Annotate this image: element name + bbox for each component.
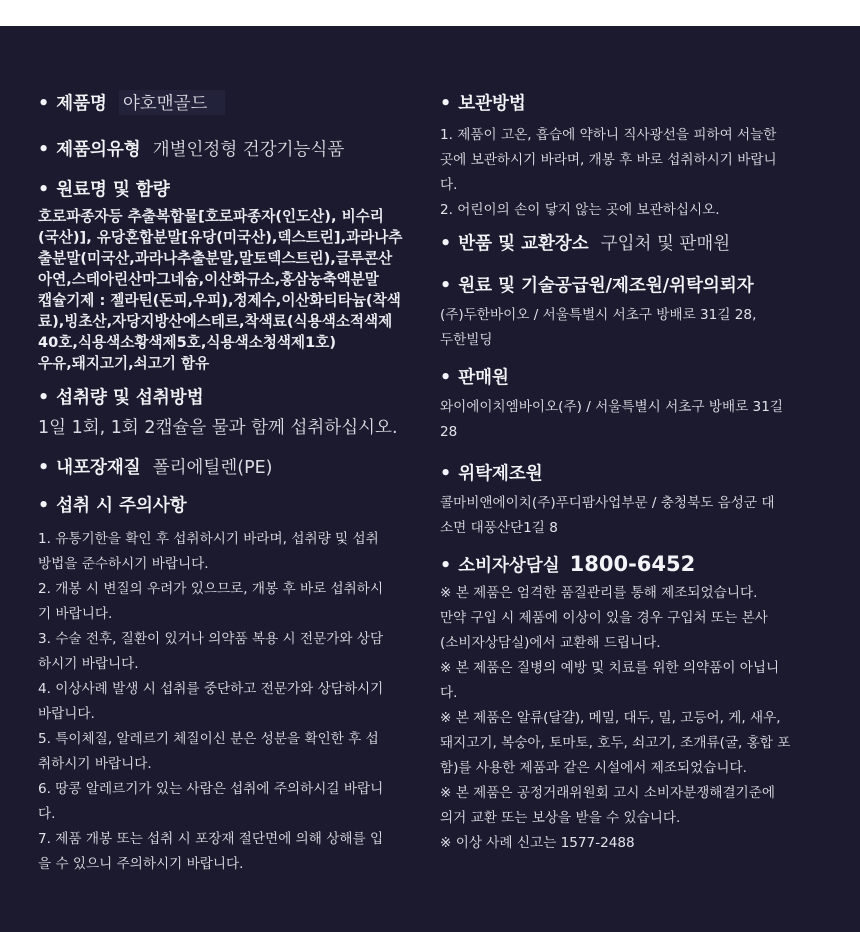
bullet-icon: • xyxy=(38,458,50,478)
caution-line: 기 바랍니다. xyxy=(38,606,113,622)
ingredients-line: 출분말(미국산,과라나추출분말,말토덱스트린),글루콘산 xyxy=(38,250,393,267)
section-return xyxy=(440,230,825,272)
caution-line: 취하시기 바랍니다. xyxy=(38,756,152,772)
notice-line: (소비자상담실)에서 교환해 드립니다. xyxy=(440,635,661,651)
caution-list xyxy=(38,527,423,877)
intake-label: 섭취량 및 섭취방법 xyxy=(56,388,204,408)
caution-line: 다. xyxy=(38,806,56,822)
notice-line: ※ 본 제품은 엄격한 품질관리를 통해 제조되었습니다. xyxy=(440,585,758,601)
return-label: 반품 및 교환장소 xyxy=(458,234,589,254)
storage-line: 곳에 보관하시기 바라며, 개봉 후 바로 섭취하시기 바랍니 xyxy=(440,152,777,168)
storage-line: 다. xyxy=(440,177,458,193)
right-column xyxy=(440,90,825,856)
contract-line: 소면 대풍산단1길 8 xyxy=(440,520,558,536)
product-name-label: 제품명 xyxy=(56,94,107,114)
consumer-phone: 1800-6452 xyxy=(569,552,696,576)
ingredients-line: 호로파종자등 추출복합물[호로파종자(인도산), 비수리 xyxy=(38,208,384,225)
notice-line: ※ 본 제품은 공정거래위원회 고시 소비자분쟁해결기준에 xyxy=(440,785,776,801)
packaging-value: 폴리에틸렌(PE) xyxy=(152,458,273,478)
ingredients-list xyxy=(38,206,423,374)
bullet-icon: • xyxy=(38,180,50,200)
storage-line: 1. 제품이 고온, 흡습에 약하니 직사광선을 피하여 서늘한 xyxy=(440,127,777,143)
intake-value: 1일 1회, 1회 2캡슐을 물과 함께 섭취하십시오. xyxy=(38,418,398,438)
supplier-label: 원료 및 기술공급원/제조원/위탁의뢰자 xyxy=(458,276,754,296)
section-contract-manufacturer xyxy=(440,460,825,552)
ingredients-line: 우유,돼지고기,쇠고기 함유 xyxy=(38,355,210,372)
notice-line: 함)를 사용한 제품과 같은 시설에서 제조되었습니다. xyxy=(440,760,747,776)
caution-line: 4. 이상사례 발생 시 섭취를 중단하고 전문가와 상담하시기 xyxy=(38,681,384,697)
bullet-icon: • xyxy=(38,496,50,516)
supplier-info xyxy=(440,303,825,353)
ingredients-line: (국산)], 유당혼합분말[유당(미국산),덱스트린],과라나추 xyxy=(38,229,403,246)
section-product-name xyxy=(38,90,423,136)
return-value: 구입처 및 판매원 xyxy=(600,234,731,254)
seller-line: 28 xyxy=(440,424,458,440)
seller-line: 와이에이치엠바이오(주) / 서울특별시 서초구 방배로 31길 xyxy=(440,399,783,415)
storage-label: 보관방법 xyxy=(458,94,526,114)
product-type-value: 개별인정형 건강기능식품 xyxy=(152,140,345,160)
notice-line: 의거 교환 또는 보상을 받을 수 있습니다. xyxy=(440,810,681,826)
section-supplier xyxy=(440,272,825,364)
ingredients-line: 료),빙초산,자당지방산에스테르,착색료(식용색소적색제 xyxy=(38,313,393,330)
notice-line: 만약 구입 시 제품에 이상이 있을 경우 구입처 또는 본사 xyxy=(440,610,768,626)
caution-line: 6. 땅콩 알레르기가 있는 사람은 섭취에 주의하시길 바랍니 xyxy=(38,781,384,797)
notice-line: ※ 본 제품은 알류(달걀), 메밀, 대두, 밀, 고등어, 게, 새우, xyxy=(440,710,781,726)
supplier-line: 두한빌딩 xyxy=(440,332,493,348)
section-caution xyxy=(38,492,423,877)
caution-line: 7. 제품 개봉 또는 섭취 시 포장재 절단면에 의해 상해를 입 xyxy=(38,831,384,847)
contract-line: 콜마비앤에이치(주)푸디팜사업부문 / 충청북도 음성군 대 xyxy=(440,495,775,511)
packaging-label: 내포장재질 xyxy=(56,458,141,478)
bullet-icon: • xyxy=(440,464,452,484)
seller-label: 판매원 xyxy=(458,368,509,388)
notice-line: 다. xyxy=(440,685,458,701)
caution-line: 방법을 준수하시기 바랍니다. xyxy=(38,556,209,572)
ingredients-line: 아연,스테아린산마그네슘,이산화규소,홍삼농축액분말 xyxy=(38,271,379,288)
section-storage xyxy=(440,90,825,230)
bullet-icon: • xyxy=(38,94,50,114)
bullet-icon: • xyxy=(440,556,452,576)
storage-line: 2. 어린이의 손이 닿지 않는 곳에 보관하십시오. xyxy=(440,202,720,218)
ingredients-line: 캡슐기제 : 젤라틴(돈피,우피),정제수,이산화티타늄(착색 xyxy=(38,292,401,309)
bullet-icon: • xyxy=(440,368,452,388)
contract-info xyxy=(440,491,825,541)
caution-line: 5. 특이체질, 알레르기 체질이신 분은 성분을 확인한 후 섭 xyxy=(38,731,379,747)
bullet-icon: • xyxy=(38,388,50,408)
consumer-label: 소비자상담실 xyxy=(458,556,560,576)
bullet-icon: • xyxy=(440,94,452,114)
section-product-type xyxy=(38,136,423,176)
notice-list xyxy=(440,581,825,856)
caution-line: 1. 유통기한을 확인 후 섭취하시기 바라며, 섭취량 및 섭취 xyxy=(38,531,379,547)
product-type-label: 제품의유형 xyxy=(56,140,141,160)
notice-line: ※ 이상 사례 신고는 1577-2488 xyxy=(440,835,635,851)
caution-label: 섭취 시 주의사항 xyxy=(56,496,187,516)
notice-line: 돼지고기, 복숭아, 토마토, 호두, 쇠고기, 조개류(굴, 홍합 포 xyxy=(440,735,791,751)
bullet-icon: • xyxy=(440,234,452,254)
ingredients-label: 원료명 및 함량 xyxy=(56,180,170,200)
seller-info xyxy=(440,395,825,445)
bullet-icon: • xyxy=(38,140,50,160)
caution-line: 2. 개봉 시 변질의 우려가 있으므로, 개봉 후 바로 섭취하시 xyxy=(38,581,384,597)
caution-line: 3. 수술 전후, 질환이 있거나 의약품 복용 시 전문가와 상담 xyxy=(38,631,384,647)
section-packaging xyxy=(38,454,423,492)
ingredients-line: 40호,식용색소황색제5호,식용색소청색제1호) xyxy=(38,334,337,351)
caution-line: 바랍니다. xyxy=(38,706,95,722)
contract-label: 위탁제조원 xyxy=(458,464,543,484)
top-white-strip xyxy=(0,0,860,26)
notice-line: ※ 본 제품은 질병의 예방 및 치료를 위한 의약품이 아닙니 xyxy=(440,660,780,676)
caution-line: 하시기 바랍니다. xyxy=(38,656,139,672)
caution-line: 을 수 있으니 주의하시기 바랍니다. xyxy=(38,856,244,872)
bullet-icon: • xyxy=(440,276,452,296)
product-name-value: 야호맨골드 xyxy=(119,90,226,115)
section-intake xyxy=(38,384,423,454)
left-column xyxy=(38,90,423,877)
section-consumer-center xyxy=(440,552,825,856)
section-ingredients xyxy=(38,176,423,384)
storage-list xyxy=(440,123,825,223)
section-seller xyxy=(440,364,825,460)
supplier-line: (주)두한바이오 / 서울특별시 서초구 방배로 31길 28, xyxy=(440,307,757,323)
